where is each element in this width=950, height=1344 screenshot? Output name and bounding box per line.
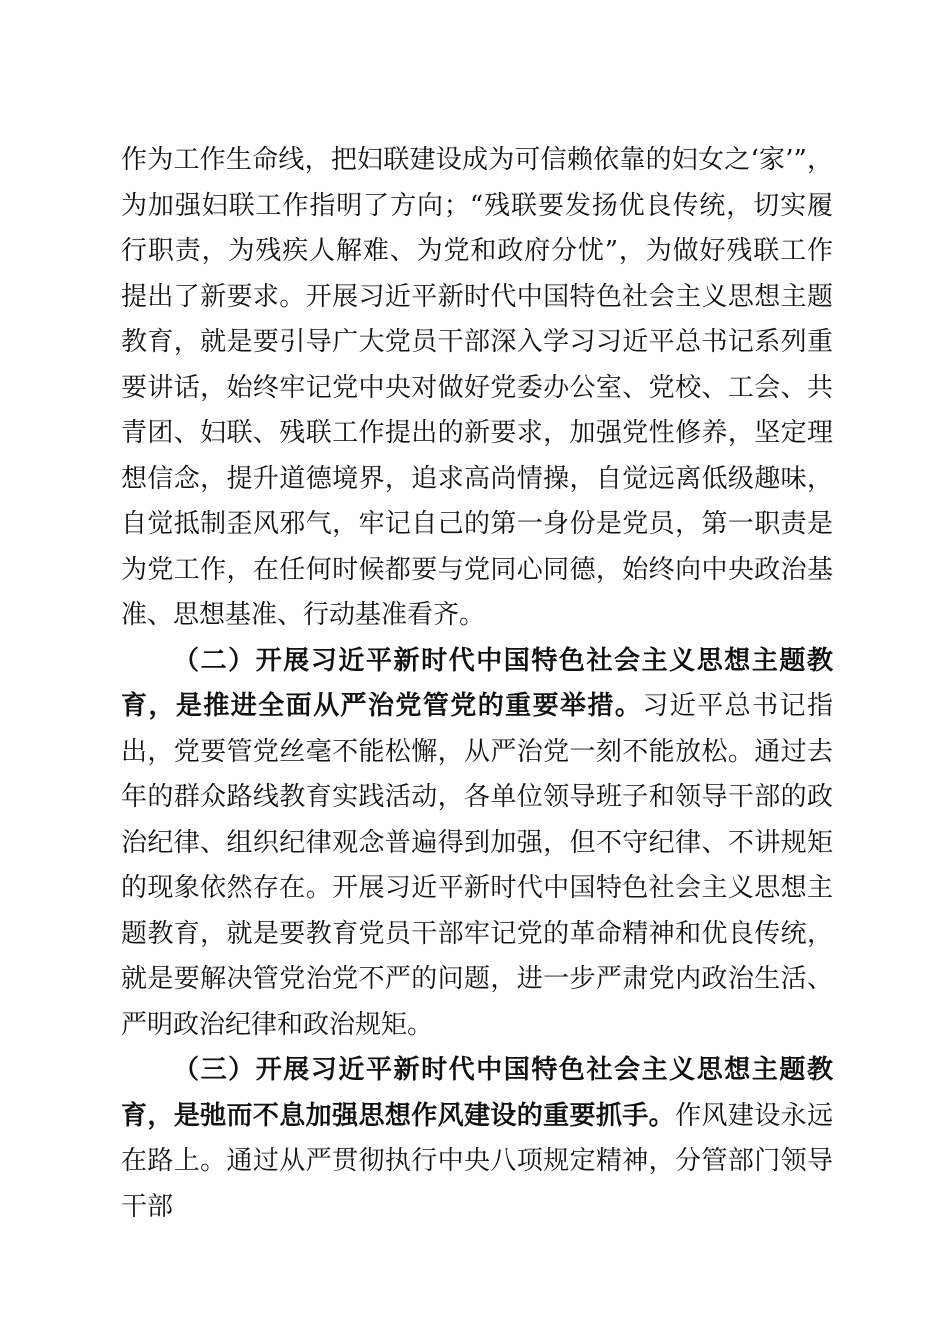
paragraph-2-text: 习近平总书记指出，党要管党丝毫不能松懈，从严治党一刻不能放松。通过去年的群众路线教育实践活动，各单位领导班子和领导干部的政治纪律、组织纪律观念普遍得到加强，但不守纪律、不讲规矩的现象依然存在。开展习近平新时代中国特色社会主义思想主题教育，就是要教育党员干部牢记党的革命精神和优良传统，就是要解决管党治党不严的问题，进一步严肃党内政治生活、严明政治纪律和政治规矩。 (121, 691, 833, 1040)
document-body (121, 138, 833, 1230)
paragraph-1 (121, 138, 833, 639)
paragraph-2-heading: （二）开展习近平新时代中国特色社会主义思想主题教育，是推进全面从严治党管党的重要举措。 (121, 645, 833, 721)
paragraph-3-heading: （三）开展习近平新时代中国特色社会主义思想主题教育，是弛而不息加强思想作风建设的重要抓手。 (121, 1055, 833, 1131)
paragraph-1-text: 作为工作生命线，把妇联建设成为可信赖依靠的妇女之‘家’”，为加强妇联工作指明了方向；“残联要发扬优良传统，切实履行职责，为残疾人解难、为党和政府分忧”，为做好残联工作提出了新要求。开展习近平新时代中国特色社会主义思想主题教育，就是要引导广大党员干部深入学习习近平总书记系列重要讲话，始终牢记党中央对做好党委办公室、党校、工会、共青团、妇联、残联工作提出的新要求，加强党性修养，坚定理想信念，提升道德境界，追求高尚情操，自觉远离低级趣味，自觉抵制歪风邪气，牢记自己的第一身份是党员，第一职责是为党工作，在任何时候都要与党同心同德，始终向中央政治基准、思想基准、行动基准看齐。 (121, 145, 833, 630)
paragraph-3 (121, 1048, 833, 1230)
paragraph-3-text: 作风建设永远在路上。通过从严贯彻执行中央八项规定精神，分管部门领导干部 (121, 1100, 833, 1222)
paragraph-2 (121, 639, 833, 1049)
